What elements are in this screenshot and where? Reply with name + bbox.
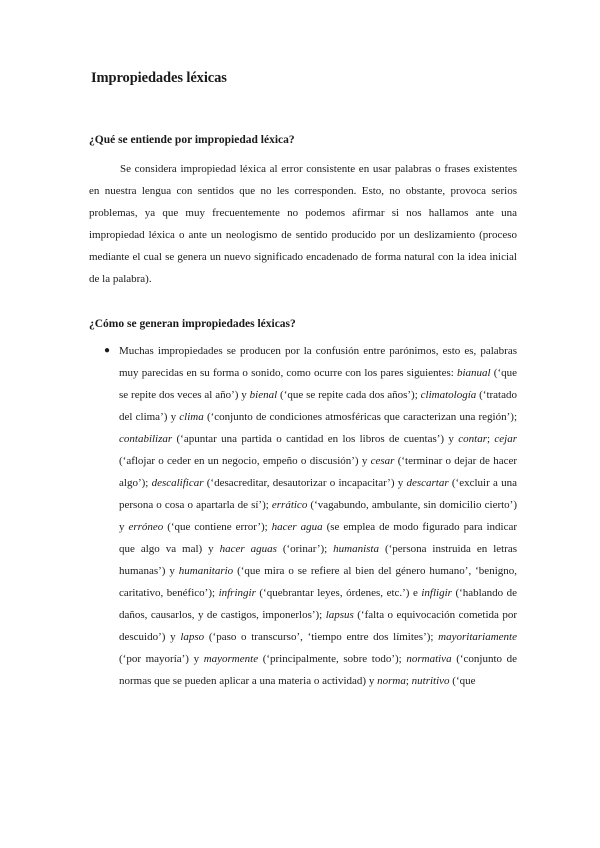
bullet-text-segment: (‘paso o transcurso’, ‘tiempo entre dos límites’);	[204, 631, 439, 643]
term: descalificar	[151, 477, 204, 489]
bullet-text-segment: (‘que se repite cada dos años’);	[277, 389, 421, 401]
term: clima	[179, 411, 204, 423]
term: cesar	[370, 455, 395, 467]
section-heading-definition: ¿Qué se entiende por impropiedad léxica?	[89, 134, 295, 146]
bullet-text-segment: (‘por mayoría’) y	[119, 653, 204, 665]
bullet-text-segment: (‘desacreditar, desautorizar o incapacitar’) y	[203, 477, 407, 489]
bullet-text-segment: ;	[486, 433, 495, 445]
list-item	[119, 340, 517, 692]
term: infligir	[421, 587, 452, 599]
bullet-text-segment: (‘aflojar o ceder en un negocio, empeño o discusión’) y	[119, 455, 371, 467]
bullet-text-segment: ;	[405, 675, 412, 687]
term: humanista	[333, 543, 379, 555]
bullet-icon: ●	[104, 345, 111, 356]
term: contar	[458, 433, 487, 445]
term: lapsus	[325, 609, 354, 621]
bullet-text-segment: (‘vagabundo, ambulante, sin domicilio cierto’) y	[119, 499, 517, 533]
term: mayormente	[203, 653, 259, 665]
bullet-text-segment: (‘falta o equivocación cometida por descuido’) y	[119, 609, 517, 643]
section-heading-causes: ¿Cómo se generan impropiedades léxicas?	[89, 318, 296, 330]
term: descartar	[406, 477, 449, 489]
term: hacer agua	[271, 521, 323, 533]
term: bianual	[456, 367, 491, 379]
term: contabilizar	[119, 433, 173, 445]
bullet-text-segment: Muchas impropiedades se producen por la confusión entre parónimos, esto es, palabras muy parecidas en su forma o sonido, como ocurre con los pares siguientes:	[119, 345, 517, 379]
bullet-text-segment: (‘excluir a una persona o cosa o apartarla de sí’);	[119, 477, 517, 511]
bullet-text-segment: (‘principalmente, sobre todo’);	[258, 653, 407, 665]
term: norma	[377, 675, 406, 687]
term: cejar	[494, 433, 517, 445]
term: humanitario	[178, 565, 234, 577]
bullet-text-segment: (‘que mira o se refiere al bien del género humano’, ‘benigno, caritativo, benéfico’);	[119, 565, 517, 599]
term: infringir	[218, 587, 256, 599]
document-title: Impropiedades léxicas	[91, 70, 227, 86]
bullet-text-segment: (‘que	[449, 675, 476, 687]
bullet-text-segment: (‘tratado del clima’) y	[119, 389, 517, 423]
bullet-text-segment: (‘quebrantar leyes, órdenes, etc.’) e	[255, 587, 422, 599]
term: normativa	[406, 653, 452, 665]
bullet-text-segment: (se emplea de modo figurado para indicar que algo va mal) y	[119, 521, 518, 555]
term: lapso	[180, 631, 205, 643]
bullet-text-segment: (‘que contiene error’);	[163, 521, 272, 533]
bullet-list	[89, 340, 517, 692]
bullet-text-segment: (‘apuntar una partida o cantidad en los libros de cuentas’) y	[172, 433, 459, 445]
term: climatología	[420, 389, 477, 401]
definition-paragraph: Se considera impropiedad léxica al error consistente en usar palabras o frases existentes en nuestra lengua con sentidos que no les corresponden. Esto, no obstante, provoca serios problemas, ya que muy frecuentemente no podemos afirmar si nos hallamos ante una impropiedad léxica o ante un neologismo de sentido producido por un deslizamiento (proceso mediante el cual se genera un nuevo significado encadenado de forma natural con la idea inicial de la palabra).	[89, 163, 517, 285]
bullet-text-segment: (‘terminar o dejar de hacer algo’);	[119, 455, 518, 489]
bullet-text-segment: (‘orinar’);	[276, 543, 334, 555]
bullet-text-segment: (‘hablando de daños, causarlos, y de castigos, imponerlos’);	[119, 587, 517, 621]
term: nutritivo	[411, 675, 450, 687]
term: hacer aguas	[219, 543, 277, 555]
term: bienal	[249, 389, 278, 401]
bullet-text-segment: (‘persona instruida en letras humanas’) y	[119, 543, 518, 577]
bullet-text-segment: (‘conjunto de normas que se pueden aplicar a una materia o actividad) y	[119, 653, 518, 687]
term: errático	[271, 499, 308, 511]
bullet-text-segment: (‘conjunto de condiciones atmosféricas que caracterizan una región’);	[203, 411, 517, 423]
term: mayoritariamente	[438, 631, 517, 643]
term: erróneo	[128, 521, 164, 533]
bullet-text-segment: (‘que se repite dos veces al año’) y	[119, 367, 517, 401]
